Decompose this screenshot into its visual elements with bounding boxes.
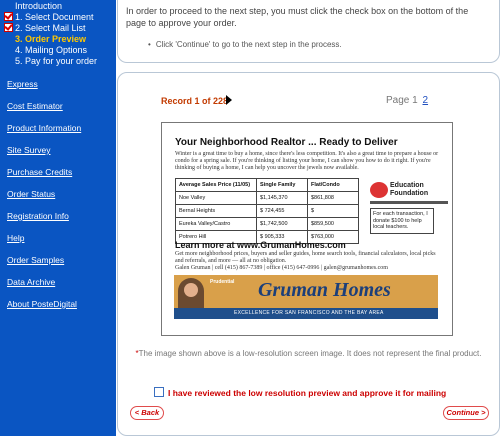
nav-link-express[interactable]: Express [7,79,38,89]
table-header-row [176,179,359,192]
nav-link-data-archive[interactable]: Data Archive [7,277,56,287]
foundation-name-line-1: Education [390,182,424,189]
nav-item-about [0,298,116,320]
nav-link-product-information[interactable]: Product Information [7,123,82,133]
approve-row [154,387,446,398]
step-label: Introduction [15,1,63,11]
back-button[interactable]: < Back [130,406,164,420]
table-header: Flat/Condo [308,179,359,192]
table-row [176,192,359,205]
nav-link-registration-info[interactable]: Registration Info [7,211,69,221]
nav-item-site-survey [0,144,116,166]
page-current: 1 [412,95,418,106]
price-table [175,178,359,244]
step-label: 2. Select Mail List [15,23,86,33]
approve-checkbox[interactable] [154,387,164,397]
sidebar [0,0,116,436]
nav-item-order-samples [0,254,116,276]
nav-link-site-survey[interactable]: Site Survey [7,145,51,155]
table-row [176,205,359,218]
nav-item-help [0,232,116,254]
approve-label[interactable]: I have reviewed the low resolution preview and approve it for mailing [168,388,447,398]
check-icon [4,12,13,21]
gruman-homes-banner [174,275,438,319]
check-icon [4,23,13,32]
table-cell: Noe Valley [176,192,257,205]
continue-button[interactable]: Continue > [443,406,489,420]
table-cell: $763,000 [308,231,359,244]
learn-more-heading: Learn more at www.GrumanHomes.com [175,240,346,250]
next-record-arrow-icon[interactable] [226,95,232,105]
foundation-note: For each transaction, I donate $100 to help local teachers. [370,208,434,234]
step-select-mail-list [4,23,116,34]
step-pay-order [4,56,116,67]
nav-link-cost-estimator[interactable]: Cost Estimator [7,101,63,111]
step-select-document [4,12,116,23]
nav-link-order-samples[interactable]: Order Samples [7,255,65,265]
table-cell: Eureka Valley/Castro [176,218,257,231]
table-cell: $859,500 [308,218,359,231]
table-cell: $861,808 [308,192,359,205]
nav-link-purchase-credits[interactable]: Purchase Credits [7,167,73,177]
nav-item-purchase-credits [0,166,116,188]
postcard-preview-image [161,122,453,336]
record-counter: Record 1 of 228 [161,96,229,106]
instruction-text: In order to proceed to the next step, you must click the check box on the bottom of the page to approve your order. [126,6,469,28]
table-cell: Bernal Heights [176,205,257,218]
table-cell: $ [308,205,359,218]
learn-more-body: Get more neighborhood prices, buyers and seller guides, home search tools, financial calculators, local picks and referrals, and more — all at no obligation. [175,251,436,264]
table-cell: $ 724,455 [257,205,308,218]
instruction-panel [117,0,500,63]
banner-title: Gruman Homes [258,279,391,301]
step-mailing-options [4,45,116,56]
disclaimer-text: The image shown above is a low-resolution screen image. It does not represent the final product. [138,349,482,358]
nav-link-help[interactable]: Help [7,233,25,243]
step-label: 4. Mailing Options [15,45,88,55]
nav-item-registration-info [0,210,116,232]
table-cell: $ 905,333 [257,231,308,244]
step-label: 1. Select Document [15,12,94,22]
nav-item-cost-estimator [0,100,116,122]
contact-line: Galen Gruman | cell (415) 867-7389 | office (415) 647-0996 | galen@grumanhomes.com [175,265,388,271]
postcard-intro: Winter is a great time to buy a home, since there's less competition. It's also a great time to prepare a house or condo for a spring sale. If you're thinking of listing your home, I can show you how to do it right. If you're thinking of buying a home, I can help you uncover the jewels now available. [175,151,439,171]
low-res-disclaimer [128,348,489,359]
disclaimer-asterisk: * [135,349,139,358]
table-cell: Potrero Hill [176,231,257,244]
table-cell: $1,742,500 [257,218,308,231]
nav-item-order-status [0,188,116,210]
broker-logo: Prudential [210,279,235,285]
step-list [0,0,116,67]
foundation-name [390,182,428,198]
nav-item-express [0,78,116,100]
step-label: 5. Pay for your order [15,56,98,66]
page-indicator [386,95,428,106]
banner-slogan: EXCELLENCE FOR SAN FRANCISCO AND THE BAY AREA [234,310,384,316]
nav-link-order-status[interactable]: Order Status [7,189,56,199]
step-order-preview [4,34,116,45]
table-cell: $1,145,370 [257,192,308,205]
step-introduction [4,1,116,12]
nav-link-about[interactable]: About PosteDigital [7,299,77,309]
table-header: Average Sales Price (11/05) [176,179,257,192]
foundation-name-line-2: Foundation [390,190,429,197]
nav-item-data-archive [0,276,116,298]
step-label: 3. Order Preview [15,34,87,44]
preview-panel [117,72,500,436]
page-link-2[interactable]: 2 [422,95,429,106]
foundation-divider [370,201,448,204]
table-row [176,218,359,231]
sidebar-nav [0,78,116,320]
apple-logo-icon [370,182,388,198]
instruction-bullet: • Click 'Continue' to go to the next step in the process. [148,40,342,49]
nav-item-product-information [0,122,116,144]
postcard-headline: Your Neighborhood Realtor ... Ready to Deliver [175,137,398,148]
page-label: Page [386,95,410,106]
table-header: Single Family [257,179,308,192]
